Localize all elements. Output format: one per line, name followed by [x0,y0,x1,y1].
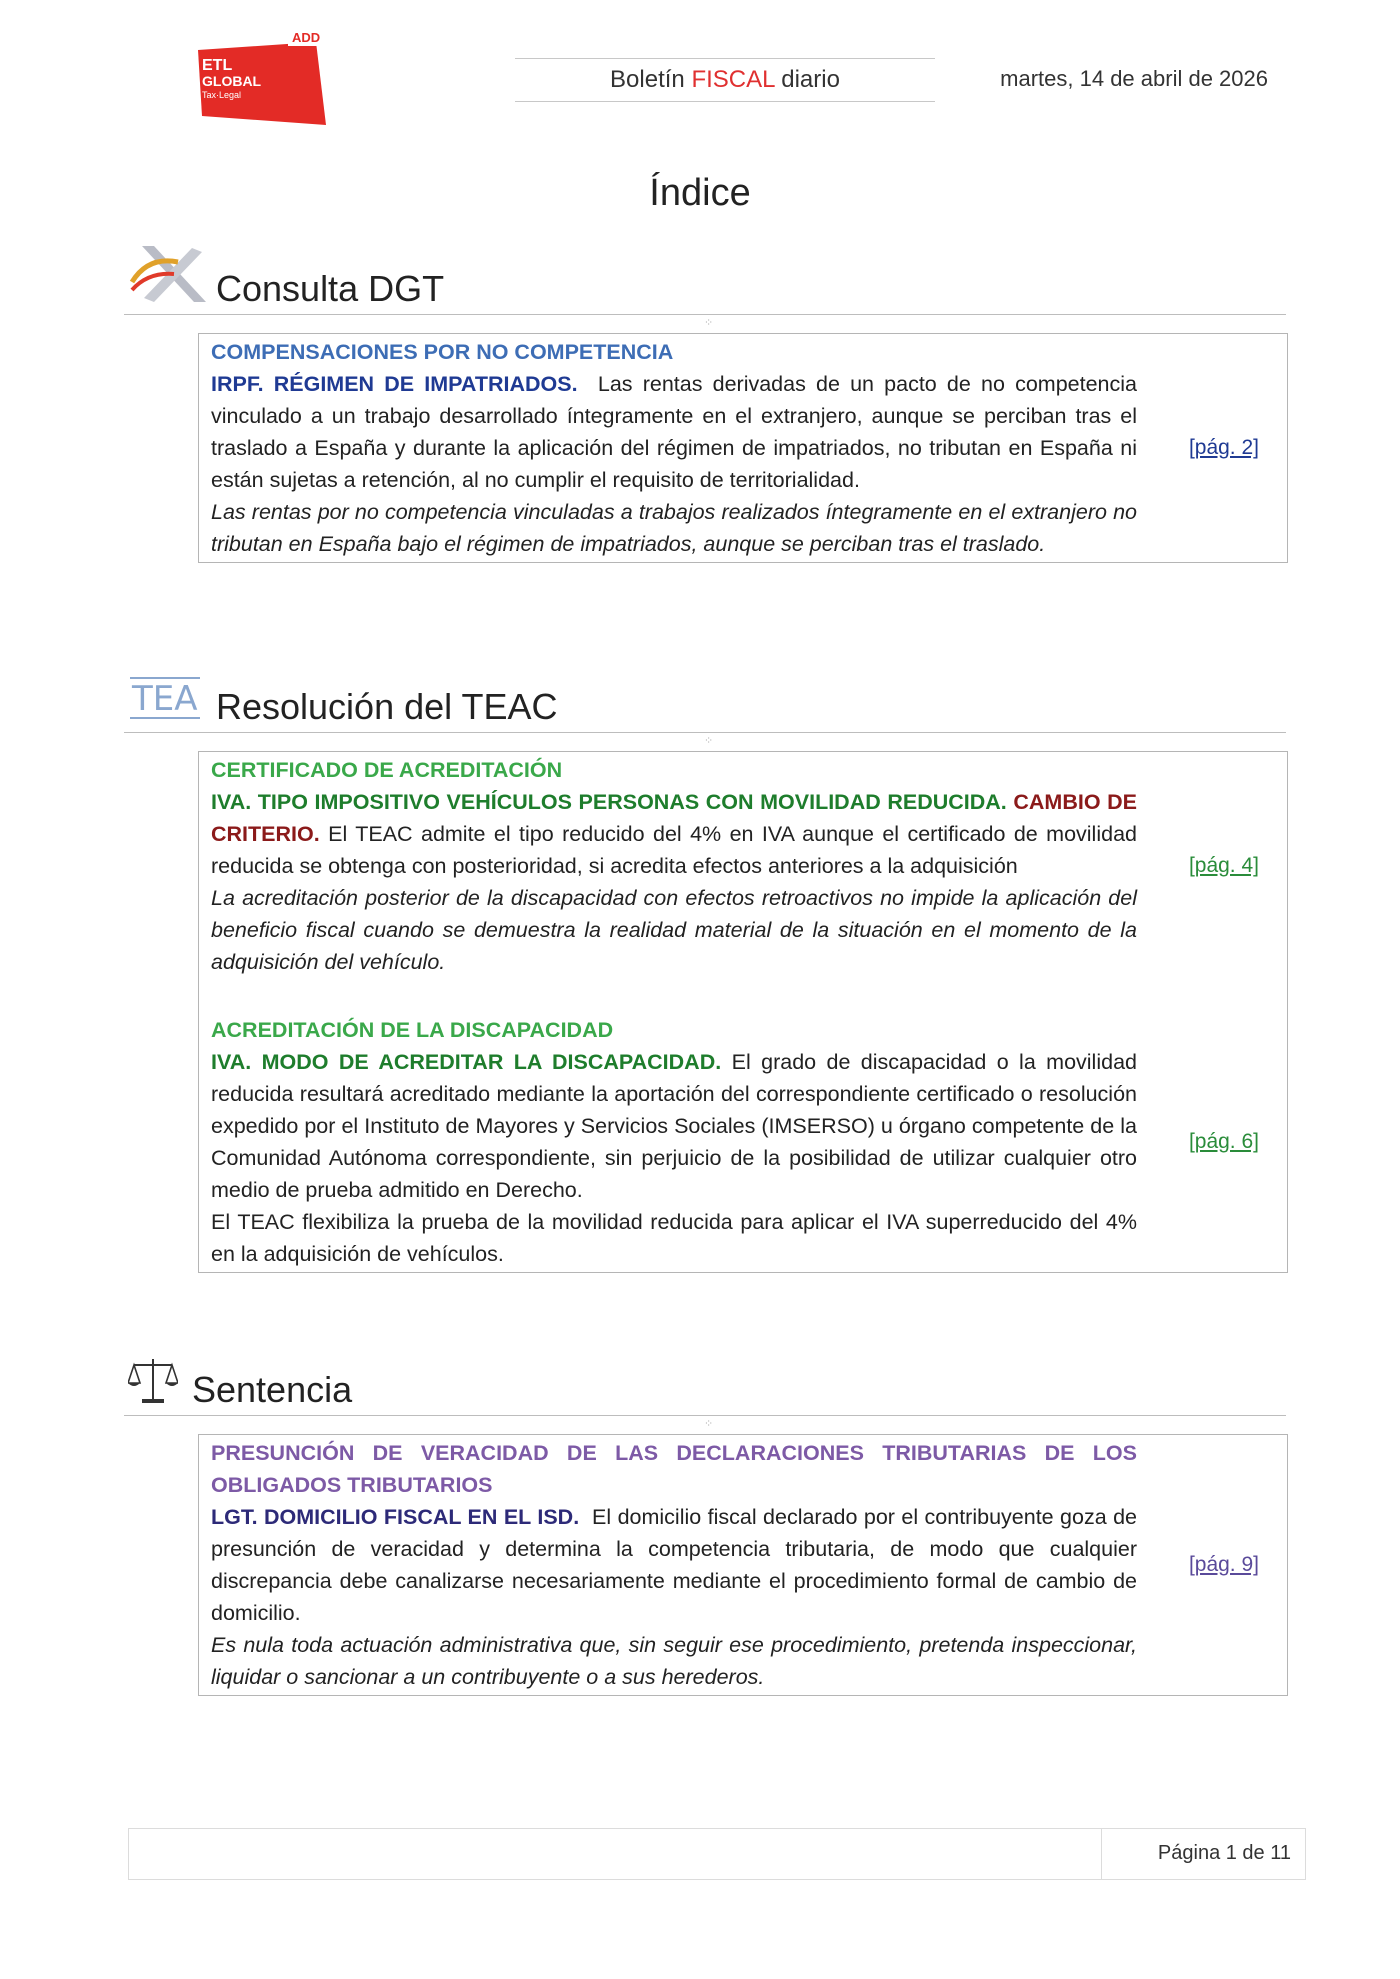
entry-lead: IVA. MODO DE ACREDITAR LA DISCAPACIDAD. [211,1050,722,1074]
entry-lead: IVA. TIPO IMPOSITIVO VEHÍCULOS PERSONAS CON MOVILIDAD REDUCIDA. [211,790,1007,814]
svg-text:ADD: ADD [292,30,321,45]
bulletin-suffix: diario [774,66,840,93]
section-title: Resolución del TEAC [216,686,558,727]
entry-summary: La acreditación posterior de la discapacidad con efectos retroactivos no impide la aplicación del beneficio fiscal cuando se demuestra la realidad material de la situación en el momento de la adquisición del vehículo. [211,886,1137,974]
page-ref-link[interactable]: [pág. 6] [1188,1130,1259,1153]
svg-text:GLOBAL: GLOBAL [202,73,262,89]
bulletin-date: martes, 14 de abril de 2026 [1000,66,1268,91]
section-entries-teac [198,751,1288,1273]
anchor-icon: ⁘ [704,735,714,747]
entry-body: El grado de discapacidad o la movilidad reducida resultará acreditado mediante la aportación del correspondiente certificado o resolución expedido por el Instituto de Mayores y Servicios Sociales (IMSERSO) u órgano competente de la Comunidad Autónoma correspondiente, sin perjuicio de la posibilidad de utilizar cualquier otro medio de prueba admitido en Derecho. [211,1050,1137,1202]
entry-summary: Las rentas por no competencia vinculadas a trabajos realizados íntegramente en el extranjero no tributan en España bajo el régimen de impatriados, aunque se perciban tras el traslado. [211,500,1137,556]
footer-divider [1101,1829,1102,1879]
index-entry [199,752,1287,980]
index-entry [199,1435,1287,1695]
page-ref-link[interactable]: [pág. 9] [1188,1553,1259,1576]
entry-lead: LGT. DOMICILIO FISCAL EN EL ISD. [211,1505,580,1529]
entry-subtitle: ACREDITACIÓN DE LA DISCAPACIDAD [211,1018,614,1042]
index-title: Índice [649,172,751,214]
entry-summary: Es nula toda actuación administrativa que, sin seguir ese procedimiento, pretenda inspeccionar, liquidar o sancionar a un contribuyente o a sus herederos. [211,1633,1137,1689]
bulletin-prefix: Boletín [610,66,692,93]
bulletin-title [515,58,935,102]
entry-subtitle: COMPENSACIONES POR NO COMPETENCIA [211,340,674,364]
svg-text:Tax·Legal: Tax·Legal [202,90,242,100]
entry-extra: El TEAC flexibiliza la prueba de la movilidad reducida para aplicar el IVA superreducido del 4% en la adquisición de vehículos. [211,1210,1137,1266]
svg-text:TEA: TEA [132,679,198,719]
svg-text:ETL: ETL [202,57,233,74]
page-number: Página 1 de 11 [1157,1842,1291,1864]
aeat-logo-icon [128,242,208,306]
entry-body: El TEAC admite el tipo reducido del 4% en IVA aunque el certificado de movilidad reducida se obtenga con posterioridad, si acredita efectos anteriores a la adquisición [211,822,1137,878]
etl-global-logo [188,30,328,125]
page-footer [128,1828,1306,1880]
entry-body: Las rentas derivadas de un pacto de no competencia vinculado a un trabajo desarrollado íntegramente en el extranjero, aunque se perciban tras el traslado a España y durante la aplicación del régimen de impatriados, no tributan en España ni están sujetas a retención, al no cumplir el requisito de territorialidad. [211,372,1137,492]
section-title: Consulta DGT [216,268,445,309]
section-header-sentencia [124,1345,1286,1416]
section-entries-consulta-dgt [198,333,1288,563]
entry-lead: IRPF. RÉGIMEN DE IMPATRIADOS. [211,372,578,396]
section-entries-sentencia [198,1434,1288,1696]
section-header-consulta-dgt [124,244,1286,315]
scales-of-justice-icon [128,1355,178,1407]
entry-subtitle: PRESUNCIÓN DE VERACIDAD DE LAS DECLARACIONES TRIBUTARIAS DE LOS OBLIGADOS TRIBUTARIOS [211,1441,1137,1497]
page-ref-link[interactable]: [pág. 2] [1188,436,1259,459]
entry-subtitle: CERTIFICADO DE ACREDITACIÓN [211,758,563,782]
page-ref-link[interactable]: [pág. 4] [1188,854,1259,877]
bulletin-highlight: FISCAL [691,66,775,93]
tea-logo-icon [128,672,202,724]
entry-body: El domicilio fiscal declarado por el contribuyente goza de presunción de veracidad y determina la competencia tributaria, de modo que cualquier discrepancia debe canalizarse necesariamente mediante el procedimiento formal de cambio de domicilio. [211,1505,1138,1625]
index-entry [199,1012,1287,1272]
index-entry [199,334,1287,562]
anchor-icon: ⁘ [704,317,714,329]
section-title: Sentencia [192,1369,353,1410]
criterion-change-label: CAMBIO DE CRITERIO. [211,790,1137,846]
section-header-teac [124,662,1286,733]
anchor-icon: ⁘ [704,1418,714,1430]
